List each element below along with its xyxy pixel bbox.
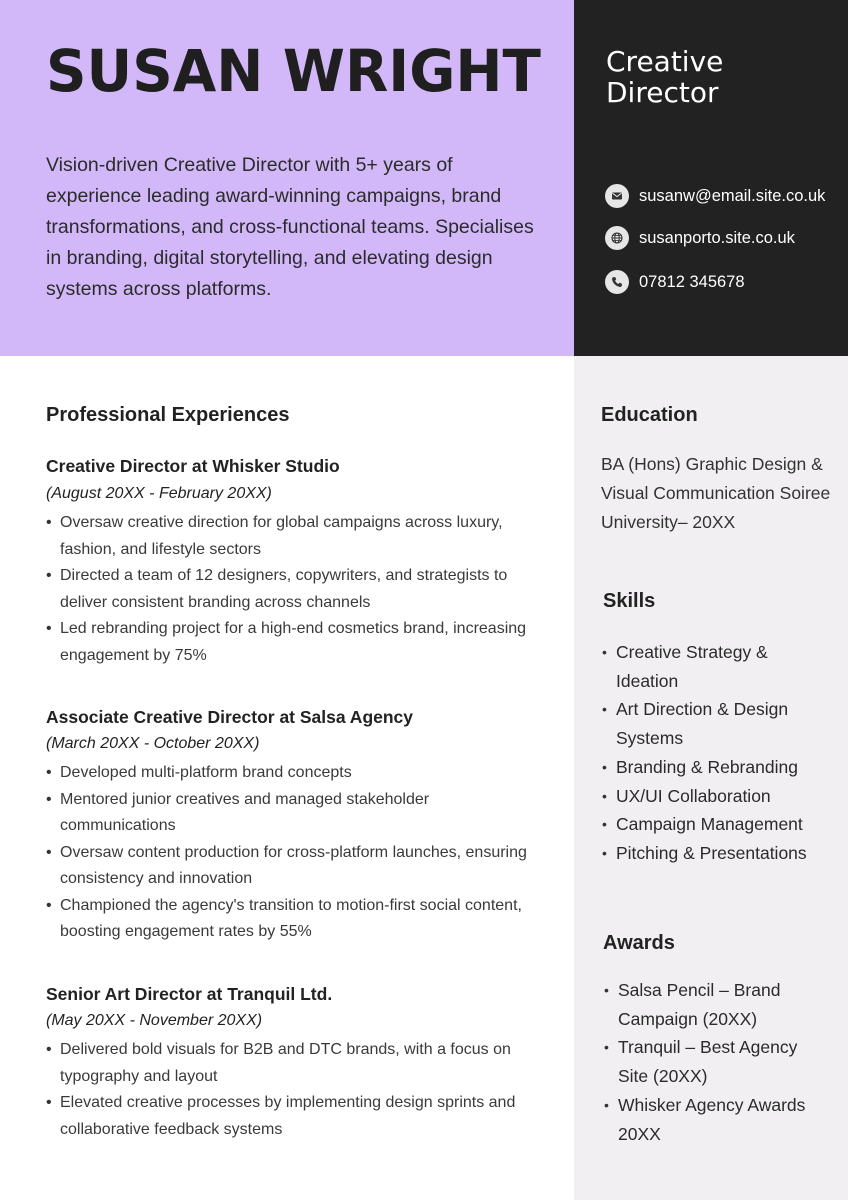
job-title: Creative Director — [606, 45, 724, 109]
education-heading: Education — [601, 404, 698, 426]
experience-heading: Professional Experiences — [46, 404, 290, 426]
phone-text: 07812 345678 — [639, 272, 745, 291]
job-role: Associate Creative Director at Salsa Agency — [46, 707, 414, 727]
list-item: • Art Direction & Design Systems — [602, 695, 832, 752]
job-bullets — [46, 760, 531, 946]
list-item: • Elevated creative processes by implementing design sprints and collaborative feedback systems — [46, 1090, 531, 1143]
candidate-name: SUSAN WRIGHT — [46, 37, 541, 105]
education-text: BA (Hons) Graphic Design & Visual Communication Soiree University– 20XX — [601, 454, 831, 532]
job-bullets — [46, 1037, 531, 1143]
awards-list — [604, 976, 829, 1148]
job-role: Creative Director at Whisker Studio — [46, 456, 340, 476]
envelope-icon — [605, 184, 629, 208]
list-item: • Whisker Agency Awards 20XX — [604, 1091, 829, 1148]
job-bullets — [46, 510, 531, 669]
list-item: • Oversaw creative direction for global campaigns across luxury, fashion, and lifestyle sectors — [46, 510, 531, 563]
email-text: susanw@email.site.co.uk — [639, 186, 826, 205]
profile-summary: Vision-driven Creative Director with 5+ years of experience leading award-winning campaigns, brand transformations, and cross-functional teams. Specialises in branding, digital storytelling, and elevating design systems across platforms. — [46, 154, 534, 300]
list-item: • Campaign Management — [602, 810, 832, 839]
job-dates: (March 20XX - October 20XX) — [46, 735, 260, 752]
contact-email[interactable] — [605, 184, 825, 208]
list-item: • Led rebranding project for a high-end cosmetics brand, increasing engagement by 75% — [46, 616, 531, 669]
list-item: • Developed multi-platform brand concepts — [46, 760, 531, 787]
list-item: • Salsa Pencil – Brand Campaign (20XX) — [604, 976, 829, 1033]
globe-icon — [605, 226, 629, 250]
list-item: • Branding & Rebranding — [602, 753, 832, 782]
list-item: • Championed the agency's transition to motion-first social content, boosting engagement rates by 55% — [46, 893, 531, 946]
list-item: • Tranquil – Best Agency Site (20XX) — [604, 1033, 829, 1090]
contact-website[interactable] — [605, 226, 795, 250]
list-item: • Creative Strategy & Ideation — [602, 638, 832, 695]
website-text: susanporto.site.co.uk — [639, 228, 795, 247]
job-dates: (May 20XX - November 20XX) — [46, 1012, 263, 1029]
list-item: • Oversaw content production for cross-platform launches, ensuring consistency and innovation — [46, 840, 531, 893]
list-item: • UX/UI Collaboration — [602, 782, 832, 811]
contact-phone[interactable] — [605, 270, 745, 294]
skills-list — [602, 638, 832, 868]
job-dates: (August 20XX - February 20XX) — [46, 485, 272, 502]
skills-heading: Skills — [603, 590, 656, 612]
list-item: • Delivered bold visuals for B2B and DTC brands, with a focus on typography and layout — [46, 1037, 531, 1090]
awards-heading: Awards — [603, 932, 675, 954]
list-item: • Pitching & Presentations — [602, 839, 832, 868]
list-item: • Mentored junior creatives and managed stakeholder communications — [46, 787, 531, 840]
list-item: • Directed a team of 12 designers, copywriters, and strategists to deliver consistent branding across channels — [46, 563, 531, 616]
phone-icon — [605, 270, 629, 294]
job-role: Senior Art Director at Tranquil Ltd. — [46, 984, 333, 1004]
